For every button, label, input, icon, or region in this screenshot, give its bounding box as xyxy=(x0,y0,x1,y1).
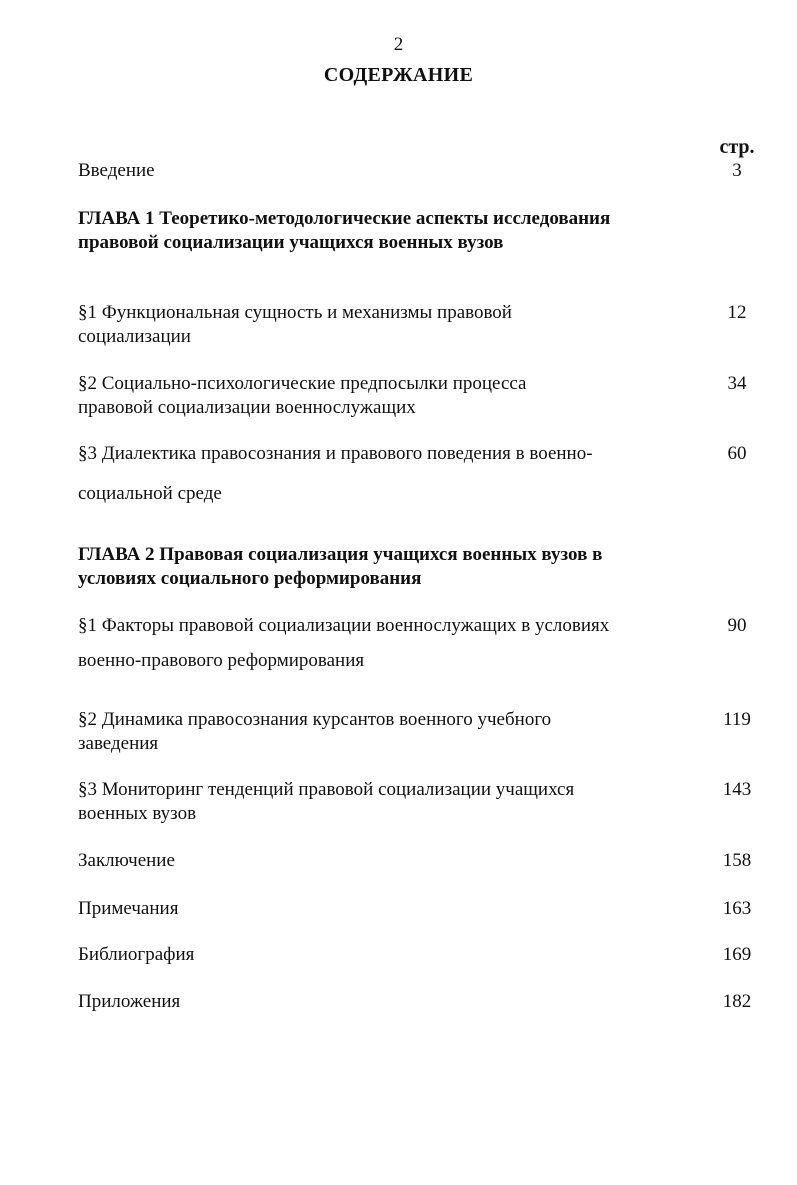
toc-entry-line: §2 Динамика правосознания курсантов военного учебного xyxy=(78,709,552,730)
toc-entry-ch1-s2 xyxy=(78,372,682,420)
toc-page-introduction: 3 xyxy=(732,160,742,181)
toc-page-notes: 163 xyxy=(722,898,752,919)
toc-entry-ch2-s3 xyxy=(78,778,682,826)
toc-entry-line: социализации xyxy=(78,326,191,347)
toc-entry-line: §1 Факторы правовой социализации военнослужащих в условиях xyxy=(78,615,610,636)
toc-entry-ch1-s1 xyxy=(78,301,682,349)
toc-chapter-2-heading: ГЛАВА 2 Правовая социализация учащихся военных вузов в условиях социального реформирования xyxy=(78,544,603,589)
toc-entry-conclusion: Заключение xyxy=(78,850,175,871)
toc-entry-line: §3 Диалектика правосознания и правового поведения в военно- xyxy=(78,443,593,464)
page-number: 2 xyxy=(393,34,404,55)
toc-entry-ch2-s1 xyxy=(78,614,682,673)
page-column-header: стр. xyxy=(719,136,755,158)
toc-entry-notes: Примечания xyxy=(78,898,179,919)
toc-entry-introduction: Введение xyxy=(78,160,155,181)
toc-page-ch1-s1: 12 xyxy=(727,302,747,323)
toc-page-ch1-s3: 60 xyxy=(727,443,747,464)
toc-page-ch2-s3: 143 xyxy=(722,779,752,800)
toc-page-ch1-s2: 34 xyxy=(727,373,747,394)
toc-page-ch2-s1: 90 xyxy=(727,615,747,636)
toc-entry-line: §3 Мониторинг тенденций правовой социализации учащихся xyxy=(78,779,575,800)
toc-entry-line: правовой социализации военнослужащих xyxy=(78,397,416,418)
toc-page-conclusion: 158 xyxy=(722,850,752,871)
toc-entry-bibliography: Библиография xyxy=(78,944,195,965)
toc-entry-line: §2 Социально-психологические предпосылки процесса xyxy=(78,373,527,394)
toc-entry-ch1-s3 xyxy=(78,442,682,506)
toc-page-appendices: 182 xyxy=(722,991,752,1012)
toc-page-bibliography: 169 xyxy=(722,944,752,965)
toc-chapter-1-heading: ГЛАВА 1 Теоретико-методологические аспекты исследования правовой социализации учащихся военных вузов xyxy=(78,208,611,253)
toc-page-ch2-s2: 119 xyxy=(723,709,751,730)
page-title: СОДЕРЖАНИЕ xyxy=(323,64,474,86)
toc-entry-line: социальной среде xyxy=(78,483,222,504)
toc-entry-ch2-s2 xyxy=(78,708,682,756)
toc-entry-line: военно-правового реформирования xyxy=(78,650,365,671)
toc-entry-line: военных вузов xyxy=(78,803,197,824)
toc-entry-line: заведения xyxy=(78,733,159,754)
toc-entry-line: §1 Функциональная сущность и механизмы правовой xyxy=(78,302,512,323)
toc-entry-appendices: Приложения xyxy=(78,991,181,1012)
